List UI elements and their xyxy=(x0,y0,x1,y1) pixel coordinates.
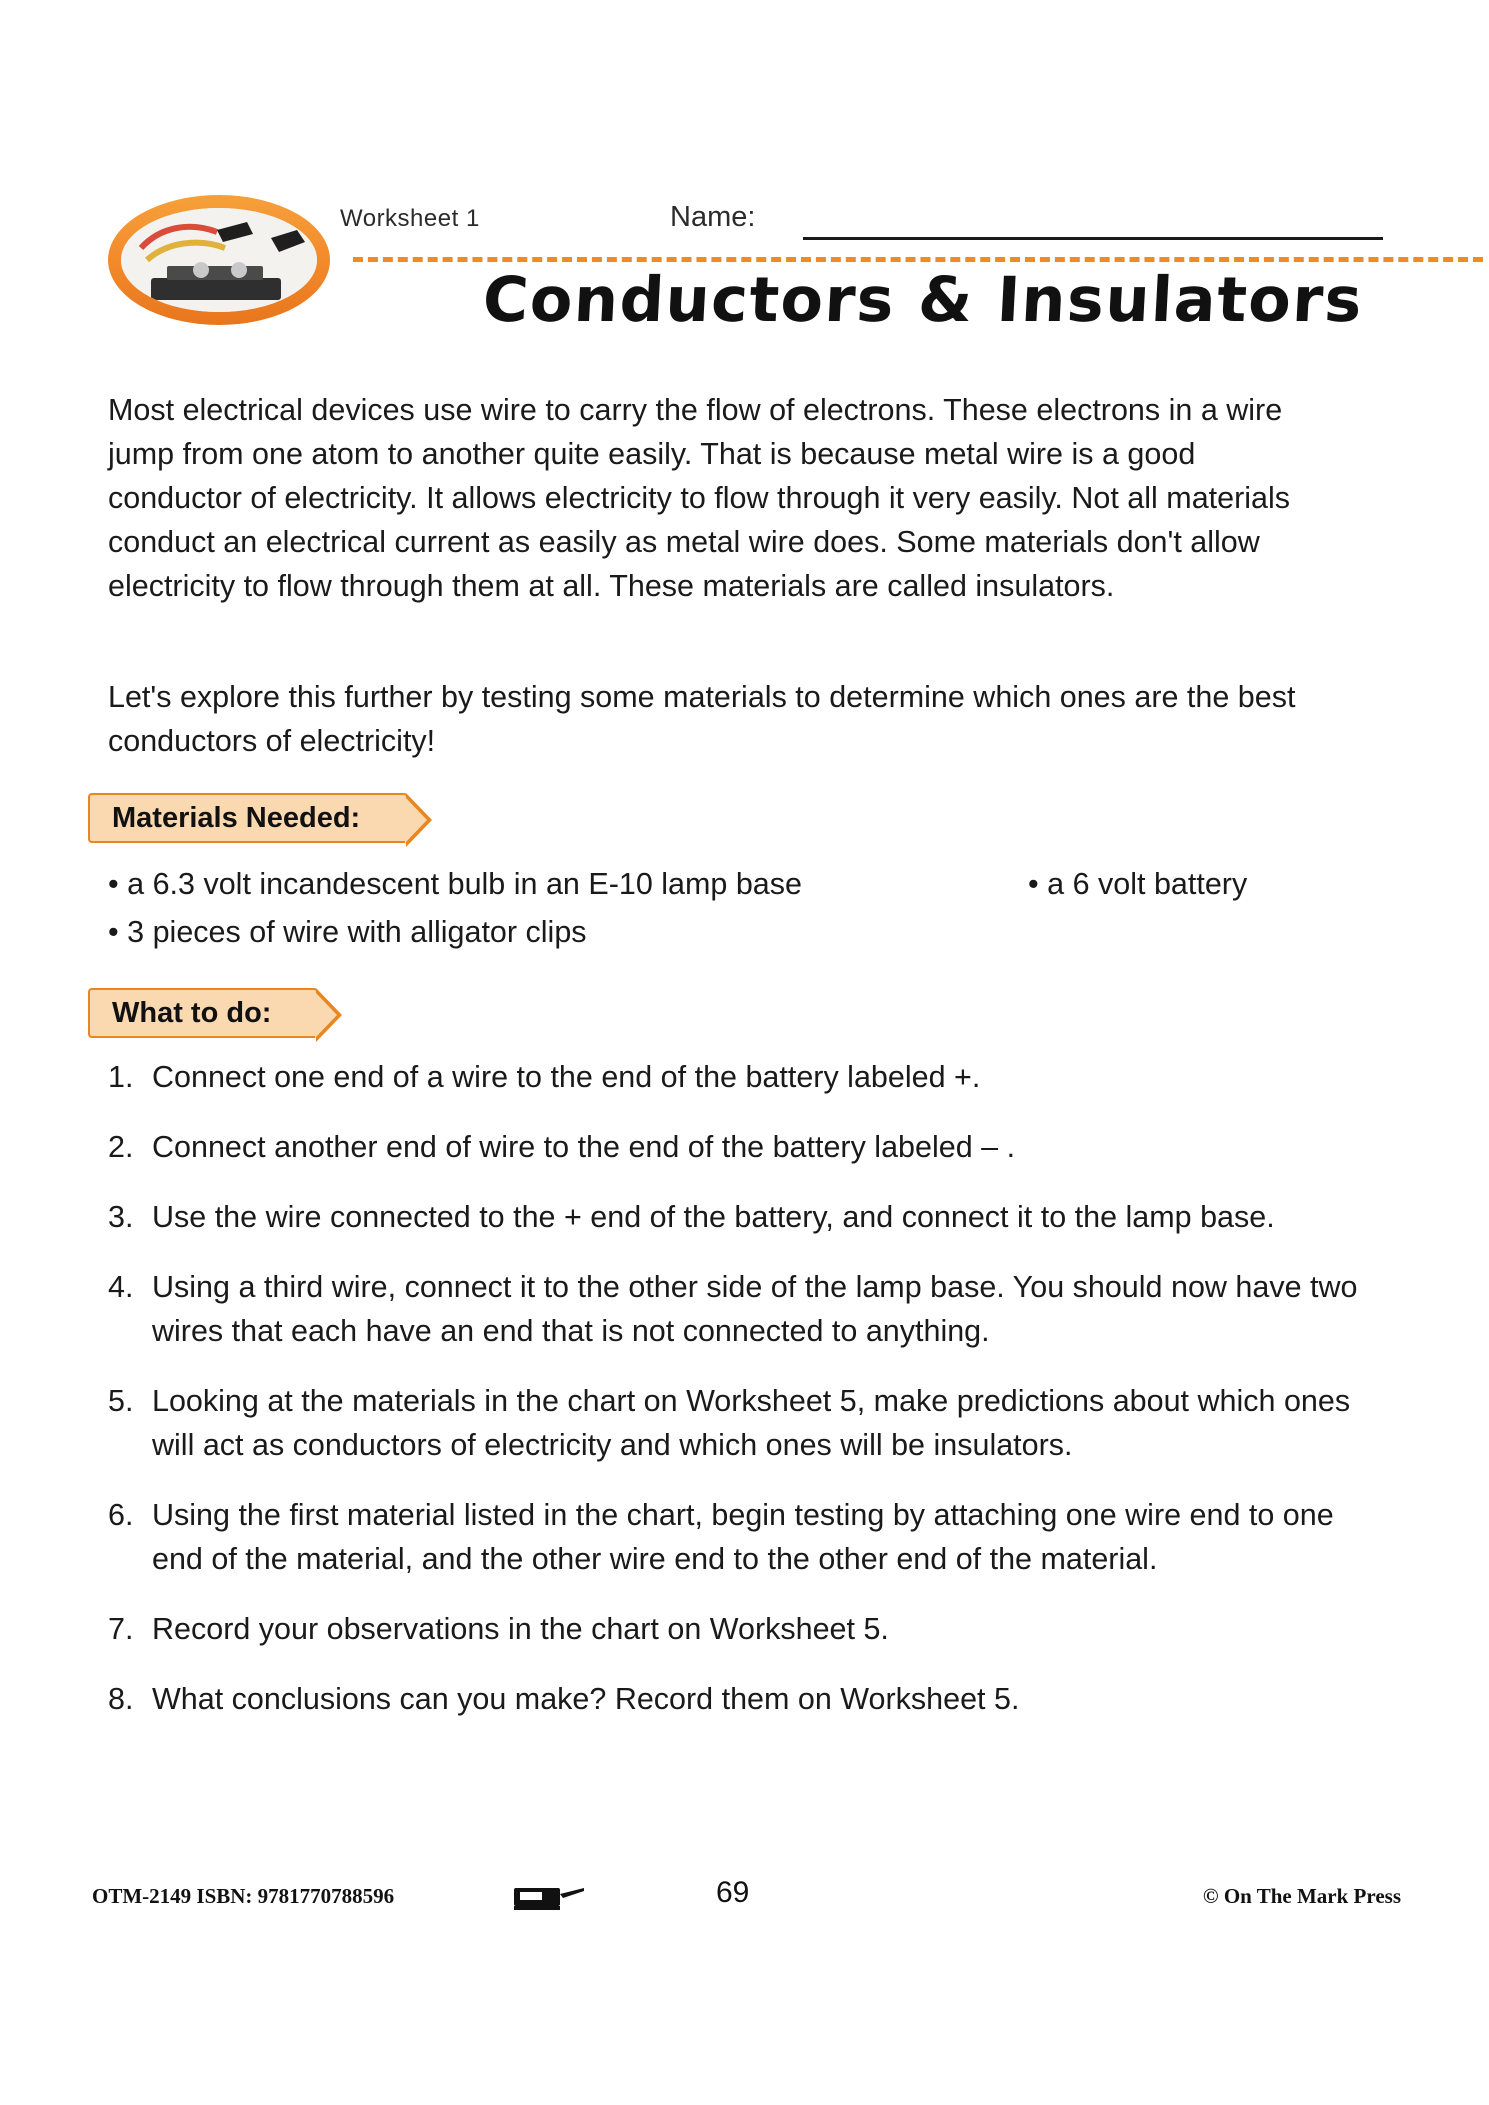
intro-paragraph-1: Most electrical devices use wire to carry the flow of electrons. These electrons in a wire jump from one atom to another quite easily. That is because metal wire is a good conductor of electricity. It allows electricity to flow through it very easily. Not all materials conduct an electrical current as easily as metal wire does. Some materials don't allow electricity to flow through them at all. These materials are called insulators. xyxy=(108,393,1291,603)
materials-heading: Materials Needed: xyxy=(88,793,408,843)
what-to-do-heading: What to do: xyxy=(88,988,318,1038)
page-number: 69 xyxy=(716,1876,750,1909)
list-item xyxy=(108,1055,1368,1099)
header-divider xyxy=(353,257,1483,262)
material-item: • a 6 volt battery xyxy=(1028,867,1248,901)
material-item: • 3 pieces of wire with alligator clips xyxy=(108,915,587,949)
step-number: 8. xyxy=(108,1682,134,1716)
step-text: Looking at the materials in the chart on Worksheet 5, make predictions about which ones will act as conductors of electricity and which ones will be insulators. xyxy=(152,1384,1351,1462)
step-number: 2. xyxy=(108,1130,134,1164)
footer-copyright: © On The Mark Press xyxy=(1202,1884,1401,1908)
footer-isbn: OTM-2149 ISBN: 9781770788596 xyxy=(92,1884,395,1908)
page-title: Conductors & Insulators xyxy=(481,263,1365,336)
what-to-do-steps xyxy=(108,1055,1368,1747)
step-number: 7. xyxy=(108,1612,134,1646)
step-number: 4. xyxy=(108,1270,134,1304)
logo-badge xyxy=(108,195,330,325)
photocopy-icon xyxy=(510,1876,588,1916)
step-number: 5. xyxy=(108,1384,134,1418)
step-text: Connect another end of wire to the end of the battery labeled – . xyxy=(152,1130,1016,1164)
step-text: Use the wire connected to the + end of the battery, and connect it to the lamp base. xyxy=(152,1200,1275,1234)
material-item: • a 6.3 volt incandescent bulb in an E-10 lamp base xyxy=(108,867,802,901)
materials-row-1 xyxy=(108,860,1358,908)
step-number: 6. xyxy=(108,1498,134,1532)
materials-row-2 xyxy=(108,908,1358,956)
step-text: Record your observations in the chart on Worksheet 5. xyxy=(152,1612,889,1646)
intro-paragraph-2: Let's explore this further by testing some materials to determine which ones are the best conductors of electricity! xyxy=(108,680,1296,758)
step-text: Connect one end of a wire to the end of the battery labeled +. xyxy=(152,1060,981,1094)
list-item xyxy=(108,1125,1368,1169)
list-item xyxy=(108,1379,1368,1467)
materials-list xyxy=(108,860,1358,956)
step-number: 3. xyxy=(108,1200,134,1234)
list-item xyxy=(108,1493,1368,1581)
page-header xyxy=(108,185,1383,336)
name-label: Name: xyxy=(670,201,756,233)
step-text: Using the first material listed in the chart, begin testing by attaching one wire end to one end of the material, and the other wire end to the other end of the material. xyxy=(152,1498,1334,1576)
step-text: What conclusions can you make? Record them on Worksheet 5. xyxy=(152,1682,1020,1716)
list-item xyxy=(108,1265,1368,1353)
alligator-clips-photo xyxy=(121,208,317,312)
worksheet-label: Worksheet 1 xyxy=(340,205,480,232)
step-number: 1. xyxy=(108,1060,134,1094)
step-text: Using a third wire, connect it to the other side of the lamp base. You should now have two wires that each have an end that is not connected to anything. xyxy=(152,1270,1358,1348)
logo-inner xyxy=(121,208,317,312)
list-item xyxy=(108,1195,1368,1239)
list-item xyxy=(108,1607,1368,1651)
list-item xyxy=(108,1677,1368,1721)
name-write-line[interactable] xyxy=(803,237,1383,240)
